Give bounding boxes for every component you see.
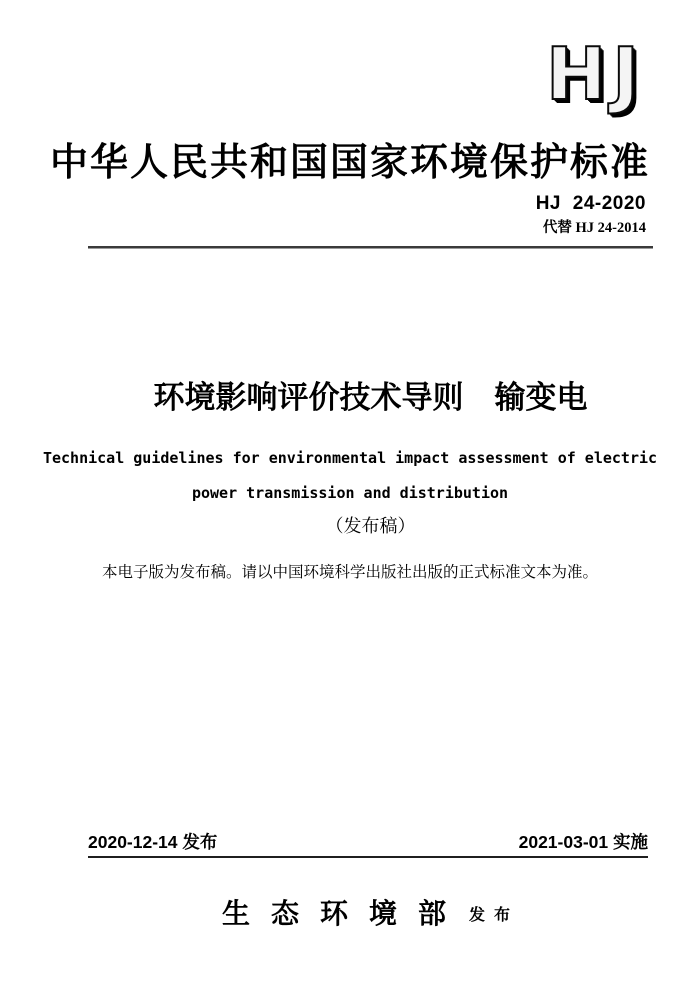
issuer-row	[88, 892, 653, 932]
issue-date: 2020-12-14 发布	[88, 832, 218, 852]
standard-replaces: 代替 HJ 24-2014	[542, 220, 646, 236]
standard-number: HJ 24-2020	[535, 193, 646, 214]
issuer-action-label: 发布	[469, 907, 520, 924]
hj-logo: HJ	[545, 32, 645, 116]
standard-title-english	[0, 441, 700, 511]
issuer-name: 生态环境部	[221, 899, 467, 930]
standard-title-english-line2: power transmission and distribution	[191, 484, 509, 502]
dates-row	[88, 830, 648, 858]
national-standard-heading: 中华人民共和国国家环境保护标准	[49, 142, 650, 184]
standard-title-chinese: 环境影响评价技术导则 输变电	[153, 380, 588, 415]
standard-title-english-line1: Technical guidelines for environmental impact assessment of electric	[42, 449, 658, 467]
draft-version-label: （发布稿）	[325, 516, 416, 536]
electronic-version-note: 本电子版为发布稿。请以中国环境科学出版社出版的正式标准文本为准。	[101, 564, 598, 581]
header-divider-rule	[88, 246, 653, 248]
implementation-date: 2021-03-01 实施	[518, 832, 648, 852]
